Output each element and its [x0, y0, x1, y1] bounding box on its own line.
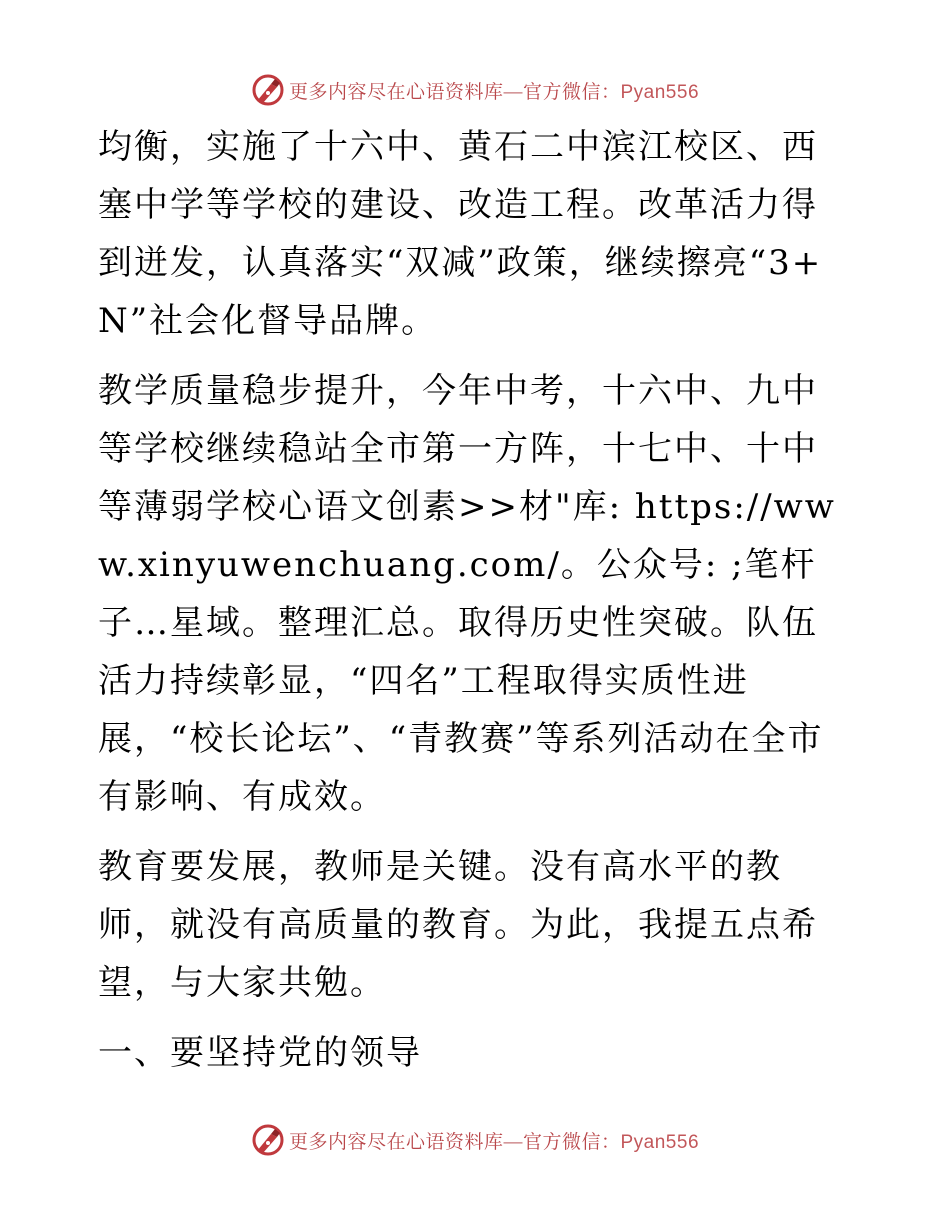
banner-wechat-label: 官方微信： — [522, 1131, 621, 1153]
paragraph-3: 教育要发展，教师是关键。没有高水平的教师，就没有高质量的教育。为此，我提五点希望，与大家共勉。 — [98, 847, 818, 1003]
footer-banner — [0, 1120, 950, 1160]
banner-brand: 更多内容尽在心语资料库 — [288, 81, 504, 103]
paragraph-2: 教学质量稳步提升，今年中考，十六中、九中等学校继续稳站全市第一方阵，十七中、十中等薄弱学校心语文创素>>材"库: https://www.xinyuwenchuang.com/。公众号: ;笔杆子…星域。整理汇总。取得历史性突破。队伍活力持续彰显，“四名”工程取得实质性进展，“校长论坛”、“青教赛”等系列活动在全市有影响、有成效。 — [98, 371, 836, 817]
banner-wechat-id: Pyan556 — [620, 1131, 700, 1153]
pen-nib-circle-logo-icon — [251, 1123, 285, 1157]
banner-text — [289, 1127, 699, 1154]
banner-separator: — — [503, 81, 523, 103]
banner-separator: — — [503, 1131, 523, 1153]
banner-text — [289, 77, 699, 104]
header-banner — [0, 70, 950, 110]
paragraph-1: 均衡，实施了十六中、黄石二中滨江校区、西塞中学等学校的建设、改造工程。改革活力得到迸发，认真落实“双减”政策，继续擦亮“3+N”社会化督导品牌。 — [98, 127, 823, 341]
banner-wechat-label: 官方微信： — [522, 81, 621, 103]
banner-brand: 更多内容尽在心语资料库 — [288, 1131, 504, 1153]
document-body — [98, 118, 853, 1094]
section-heading: 一、要坚持党的领导 — [98, 1033, 422, 1073]
banner-wechat-id: Pyan556 — [620, 81, 700, 103]
pen-nib-circle-logo-icon — [251, 73, 285, 107]
